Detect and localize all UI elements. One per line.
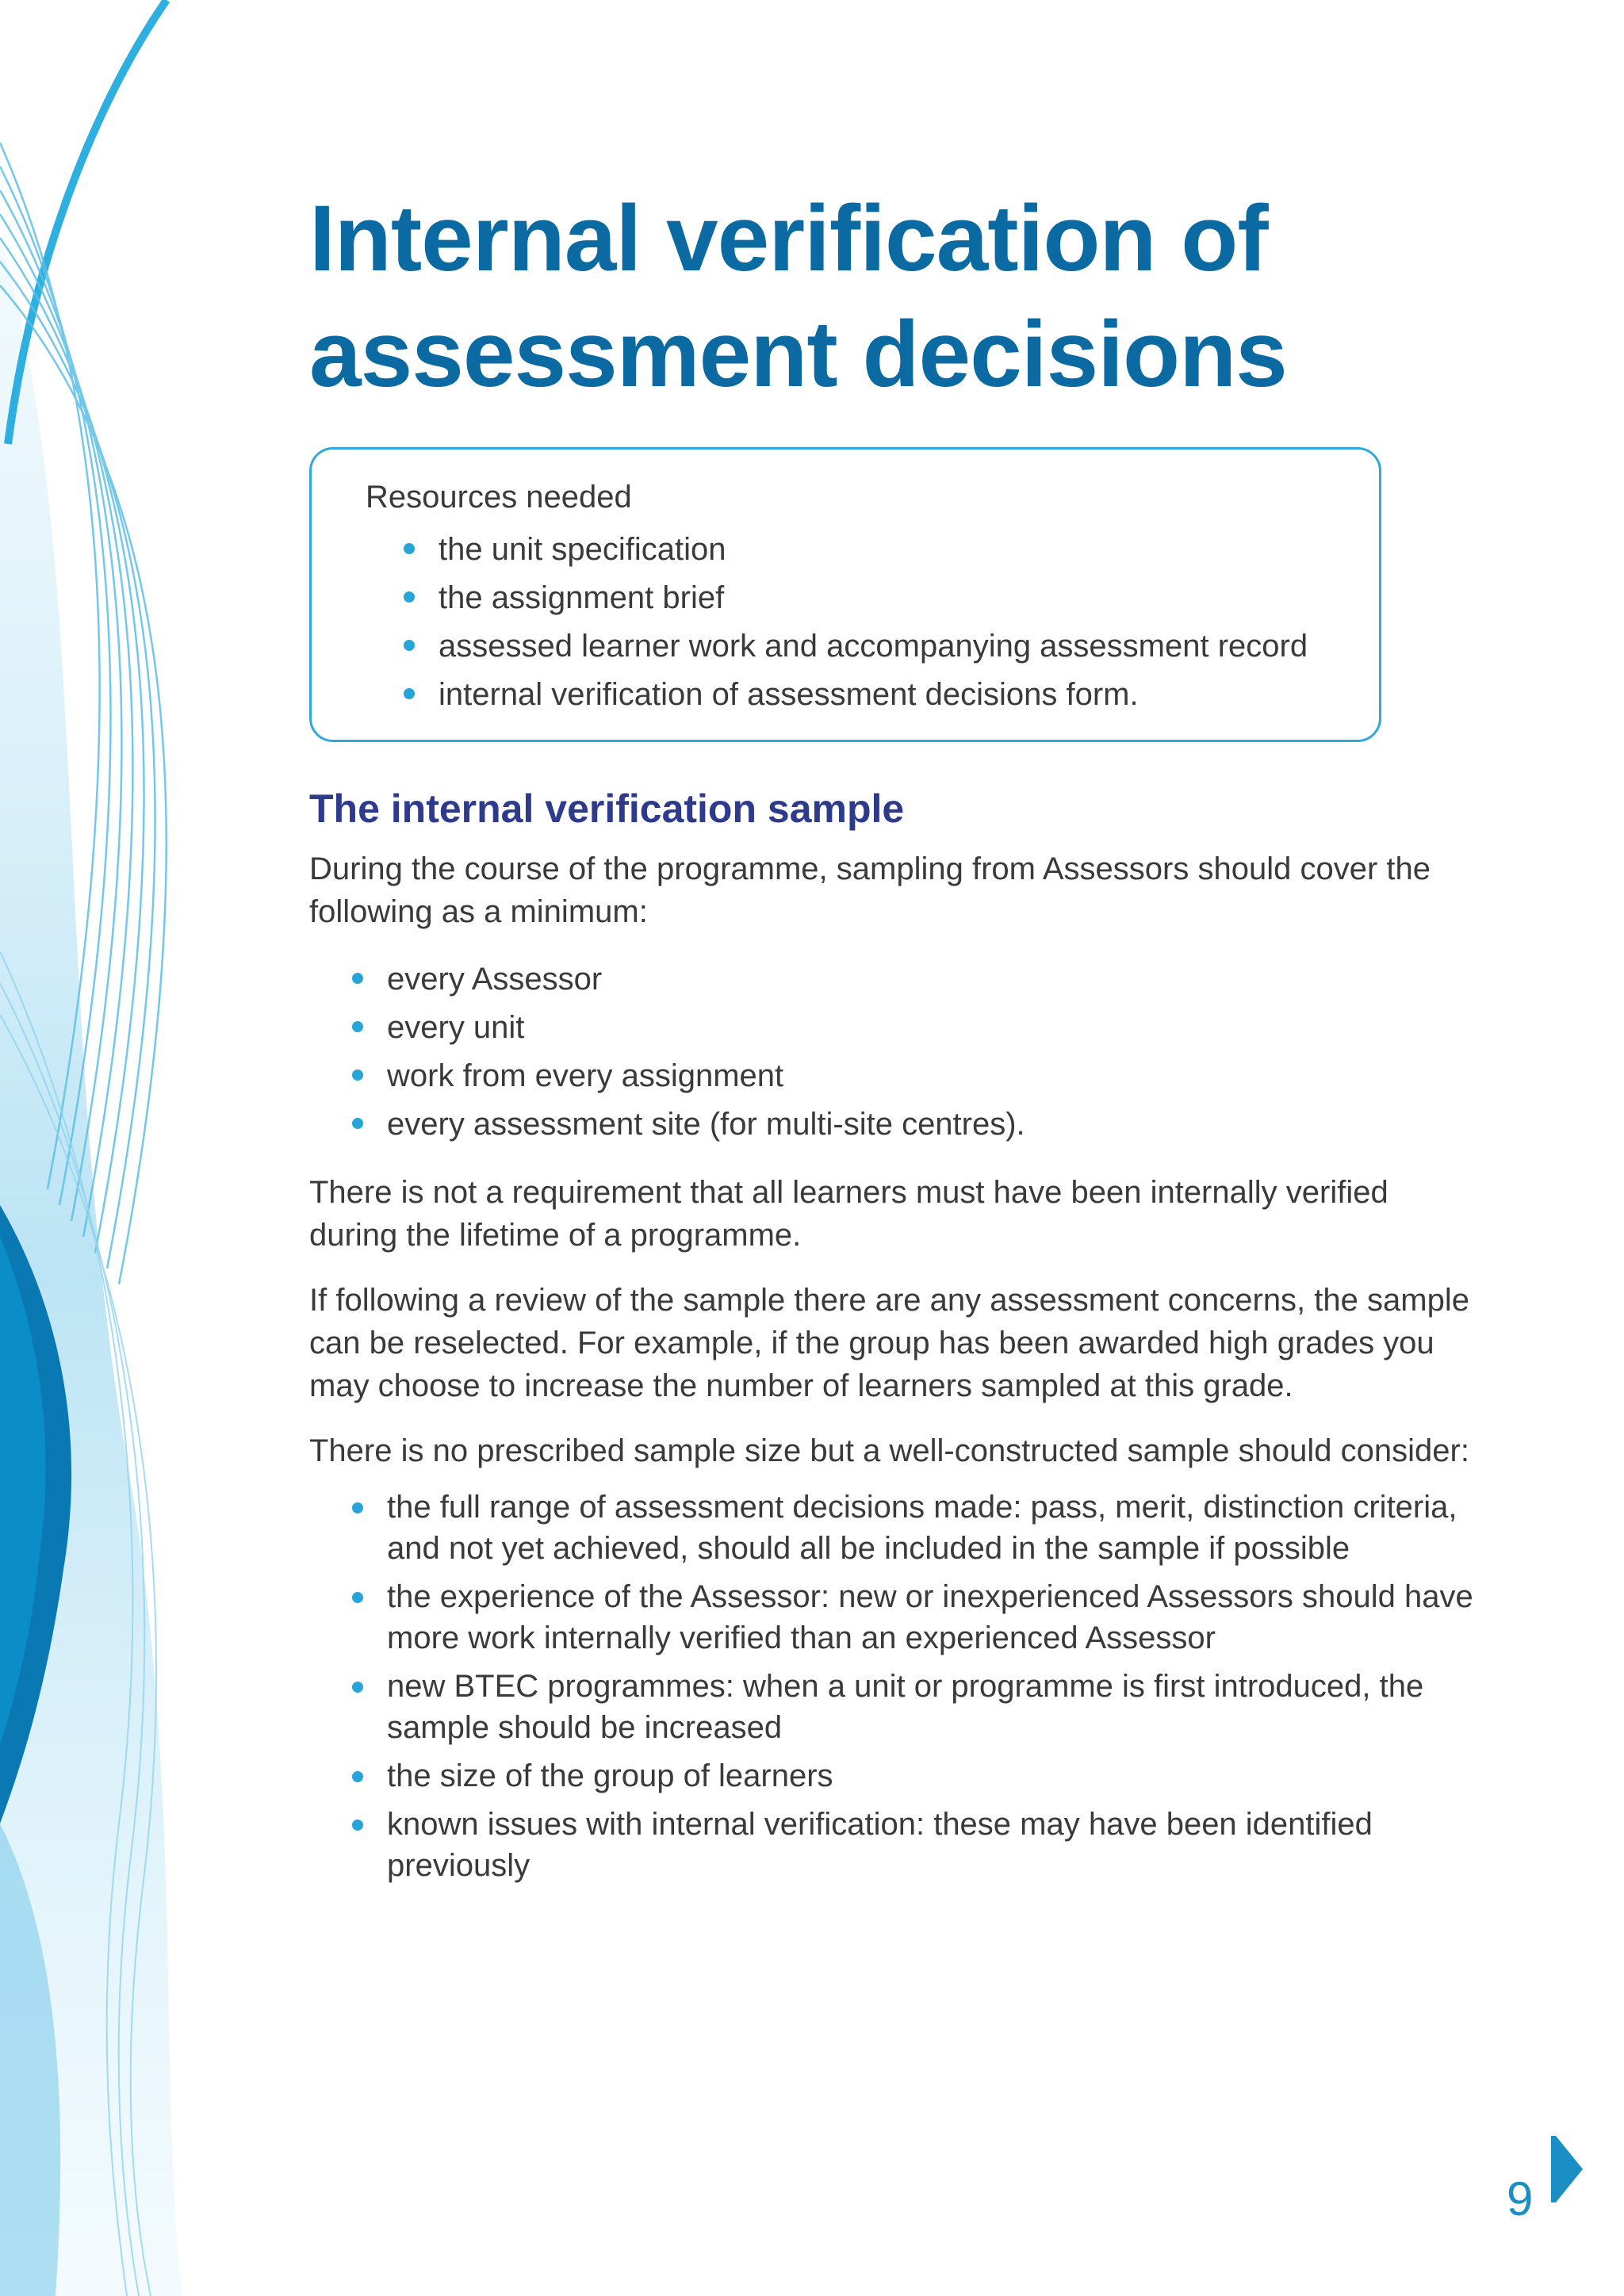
consider-list-item: [387, 1804, 1483, 1886]
resources-item-text: assessed learner work and accompanying assessment record: [439, 629, 1308, 664]
sample-intro-paragraph: During the course of the programme, sampling from Assessors should cover the following as a minimum:: [309, 851, 1431, 929]
next-page-arrow-icon[interactable]: [1548, 2136, 1583, 2202]
bullet-dot-icon: [404, 543, 415, 554]
minimum-list-item: [387, 1004, 1483, 1052]
page-number: 9: [1507, 2172, 1534, 2225]
sample-size-paragraph: There is no prescribed sample size but a well-constructed sample should consider:: [309, 1433, 1469, 1468]
bullet-dot-icon: [352, 1070, 363, 1081]
bullet-dot-icon: [352, 1118, 363, 1129]
resources-item-text: the unit specification: [439, 532, 726, 567]
bullet-dot-icon: [352, 1021, 363, 1032]
minimum-coverage-list: [387, 955, 1483, 1149]
bullet-dot-icon: [404, 640, 415, 651]
minimum-list-item: [387, 1100, 1483, 1149]
minimum-item-text: every Assessor: [387, 962, 603, 997]
consider-item-text: new BTEC programmes: when a unit or programme is first introduced, the sample should be increased: [387, 1669, 1424, 1745]
minimum-item-text: every unit: [387, 1010, 525, 1045]
consider-item-text: the size of the group of learners: [387, 1758, 833, 1793]
page-title: [309, 181, 1483, 412]
consider-item-text: the full range of assessment decisions made: pass, merit, distinction criteria, and not yet achieved, should all be included in the sample if possible: [387, 1490, 1457, 1566]
consider-list-item: [387, 1487, 1483, 1569]
bullet-dot-icon: [352, 973, 363, 984]
resources-list-item: [439, 671, 1379, 719]
consider-item-text: the experience of the Assessor: new or inexperienced Assessors should have more work internally verified than an experienced Assessor: [387, 1579, 1473, 1655]
resources-list-item: [439, 574, 1379, 622]
bullet-dot-icon: [404, 688, 415, 699]
minimum-item-text: every assessment site (for multi-site centres).: [387, 1107, 1025, 1142]
minimum-item-text: work from every assignment: [387, 1058, 784, 1093]
page-title-line-1: Internal verification of: [309, 186, 1268, 291]
section-heading: The internal verification sample: [309, 786, 905, 831]
resources-heading: Resources needed: [366, 480, 632, 515]
resources-list-item: [439, 622, 1379, 671]
bullet-dot-icon: [352, 1592, 363, 1603]
page-title-line-2: assessment decisions: [309, 302, 1287, 407]
resources-list: [439, 526, 1379, 719]
bullet-dot-icon: [404, 591, 415, 603]
resources-needed-box: [309, 447, 1381, 742]
consider-item-text: known issues with internal verification: these may have been identified previously: [387, 1807, 1373, 1883]
bullet-dot-icon: [352, 1502, 363, 1513]
resources-item-text: the assignment brief: [439, 580, 725, 615]
resources-item-text: internal verification of assessment decisions form.: [439, 677, 1139, 712]
minimum-list-item: [387, 955, 1483, 1004]
minimum-list-item: [387, 1052, 1483, 1100]
bullet-dot-icon: [352, 1820, 363, 1831]
resources-list-item: [439, 526, 1379, 574]
consider-list-item: [387, 1755, 1483, 1797]
bullet-dot-icon: [352, 1771, 363, 1782]
sample-considerations-list: [387, 1487, 1483, 1886]
bullet-dot-icon: [352, 1682, 363, 1693]
consider-list-item: [387, 1666, 1483, 1748]
requirement-paragraph: There is not a requirement that all learners must have been internally verified during the lifetime of a programme.: [309, 1175, 1388, 1253]
internal-verification-sample-section: [309, 781, 1483, 1908]
consider-list-item: [387, 1576, 1483, 1659]
review-paragraph: If following a review of the sample there are any assessment concerns, the sample can be reselected. For example, if the group has been awarded high grades you may choose to increase the number of learners sampled at this grade.: [309, 1283, 1469, 1403]
